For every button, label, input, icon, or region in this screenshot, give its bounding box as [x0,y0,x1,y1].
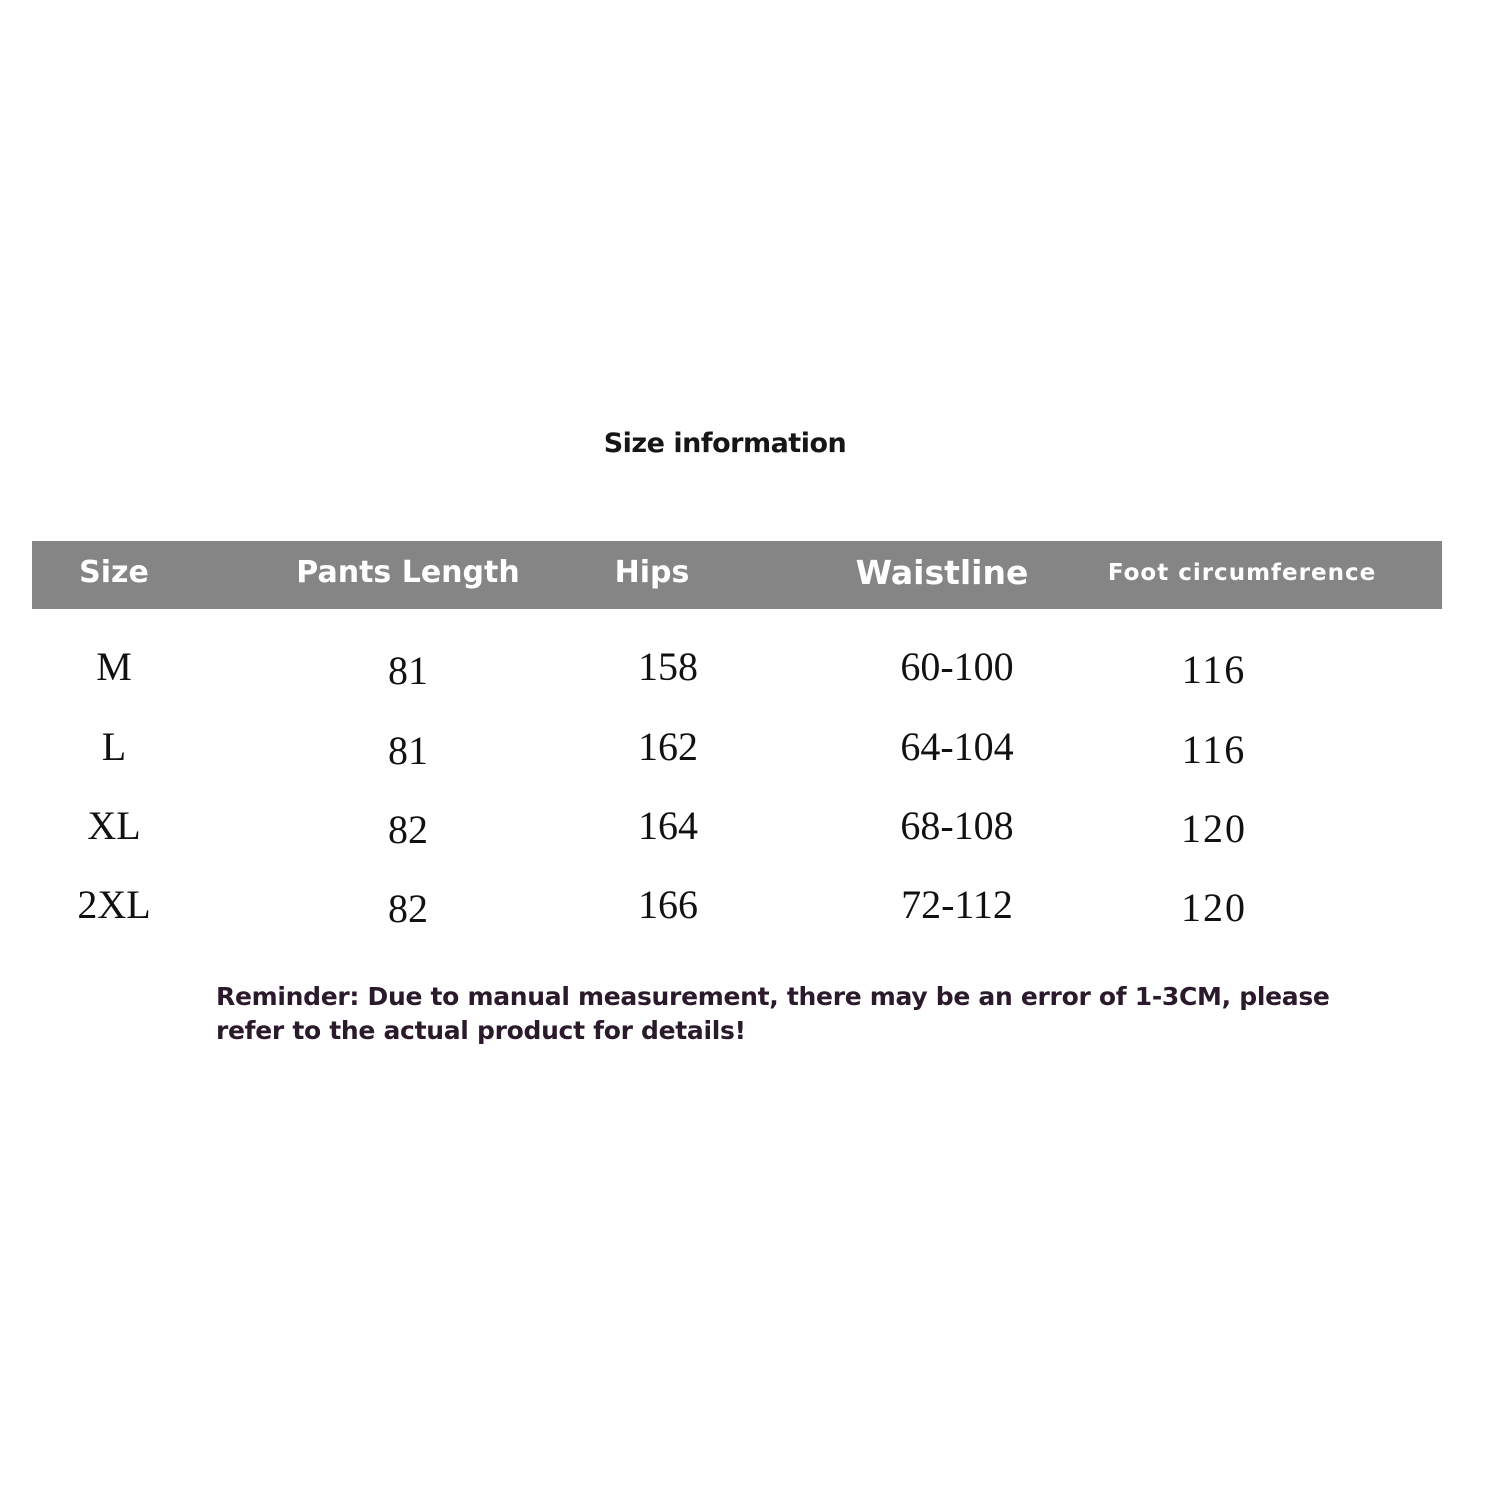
cell-waistline: 68-108 [900,803,1014,848]
measurement-reminder: Reminder: Due to manual measurement, there may be an error of 1-3CM, please refer to the actual product for details! [216,982,1330,1045]
table-row [32,791,1442,861]
cell-waistline: 64-104 [900,724,1014,769]
table-row [32,712,1442,782]
header-foot-circumference: Foot circumference [1107,560,1377,586]
cell-hips: 162 [638,724,698,769]
cell-pants-length: 81 [388,648,428,693]
cell-pants-length: 81 [388,728,428,773]
cell-size: 2XL [77,882,151,927]
cell-size: M [96,644,132,689]
cell-pants-length: 82 [388,886,428,931]
page-title: Size information [603,428,847,459]
header-pants-length: Pants Length [296,555,520,590]
cell-hips: 166 [638,882,698,927]
size-table-header [32,541,1442,609]
cell-foot-circumference: 120 [1181,885,1247,930]
table-row [32,870,1442,940]
cell-foot-circumference: 116 [1181,727,1247,772]
table-row [32,632,1442,702]
cell-size: L [101,724,127,769]
header-waistline: Waistline [855,553,1029,592]
cell-waistline: 72-112 [901,882,1013,927]
cell-waistline: 60-100 [900,644,1014,689]
cell-foot-circumference: 120 [1181,806,1247,851]
cell-pants-length: 82 [388,807,428,852]
cell-size: XL [87,803,141,848]
cell-foot-circumference: 116 [1181,647,1247,692]
header-hips: Hips [614,555,690,590]
header-size: Size [79,555,149,590]
cell-hips: 164 [638,803,698,848]
cell-hips: 158 [638,644,698,689]
